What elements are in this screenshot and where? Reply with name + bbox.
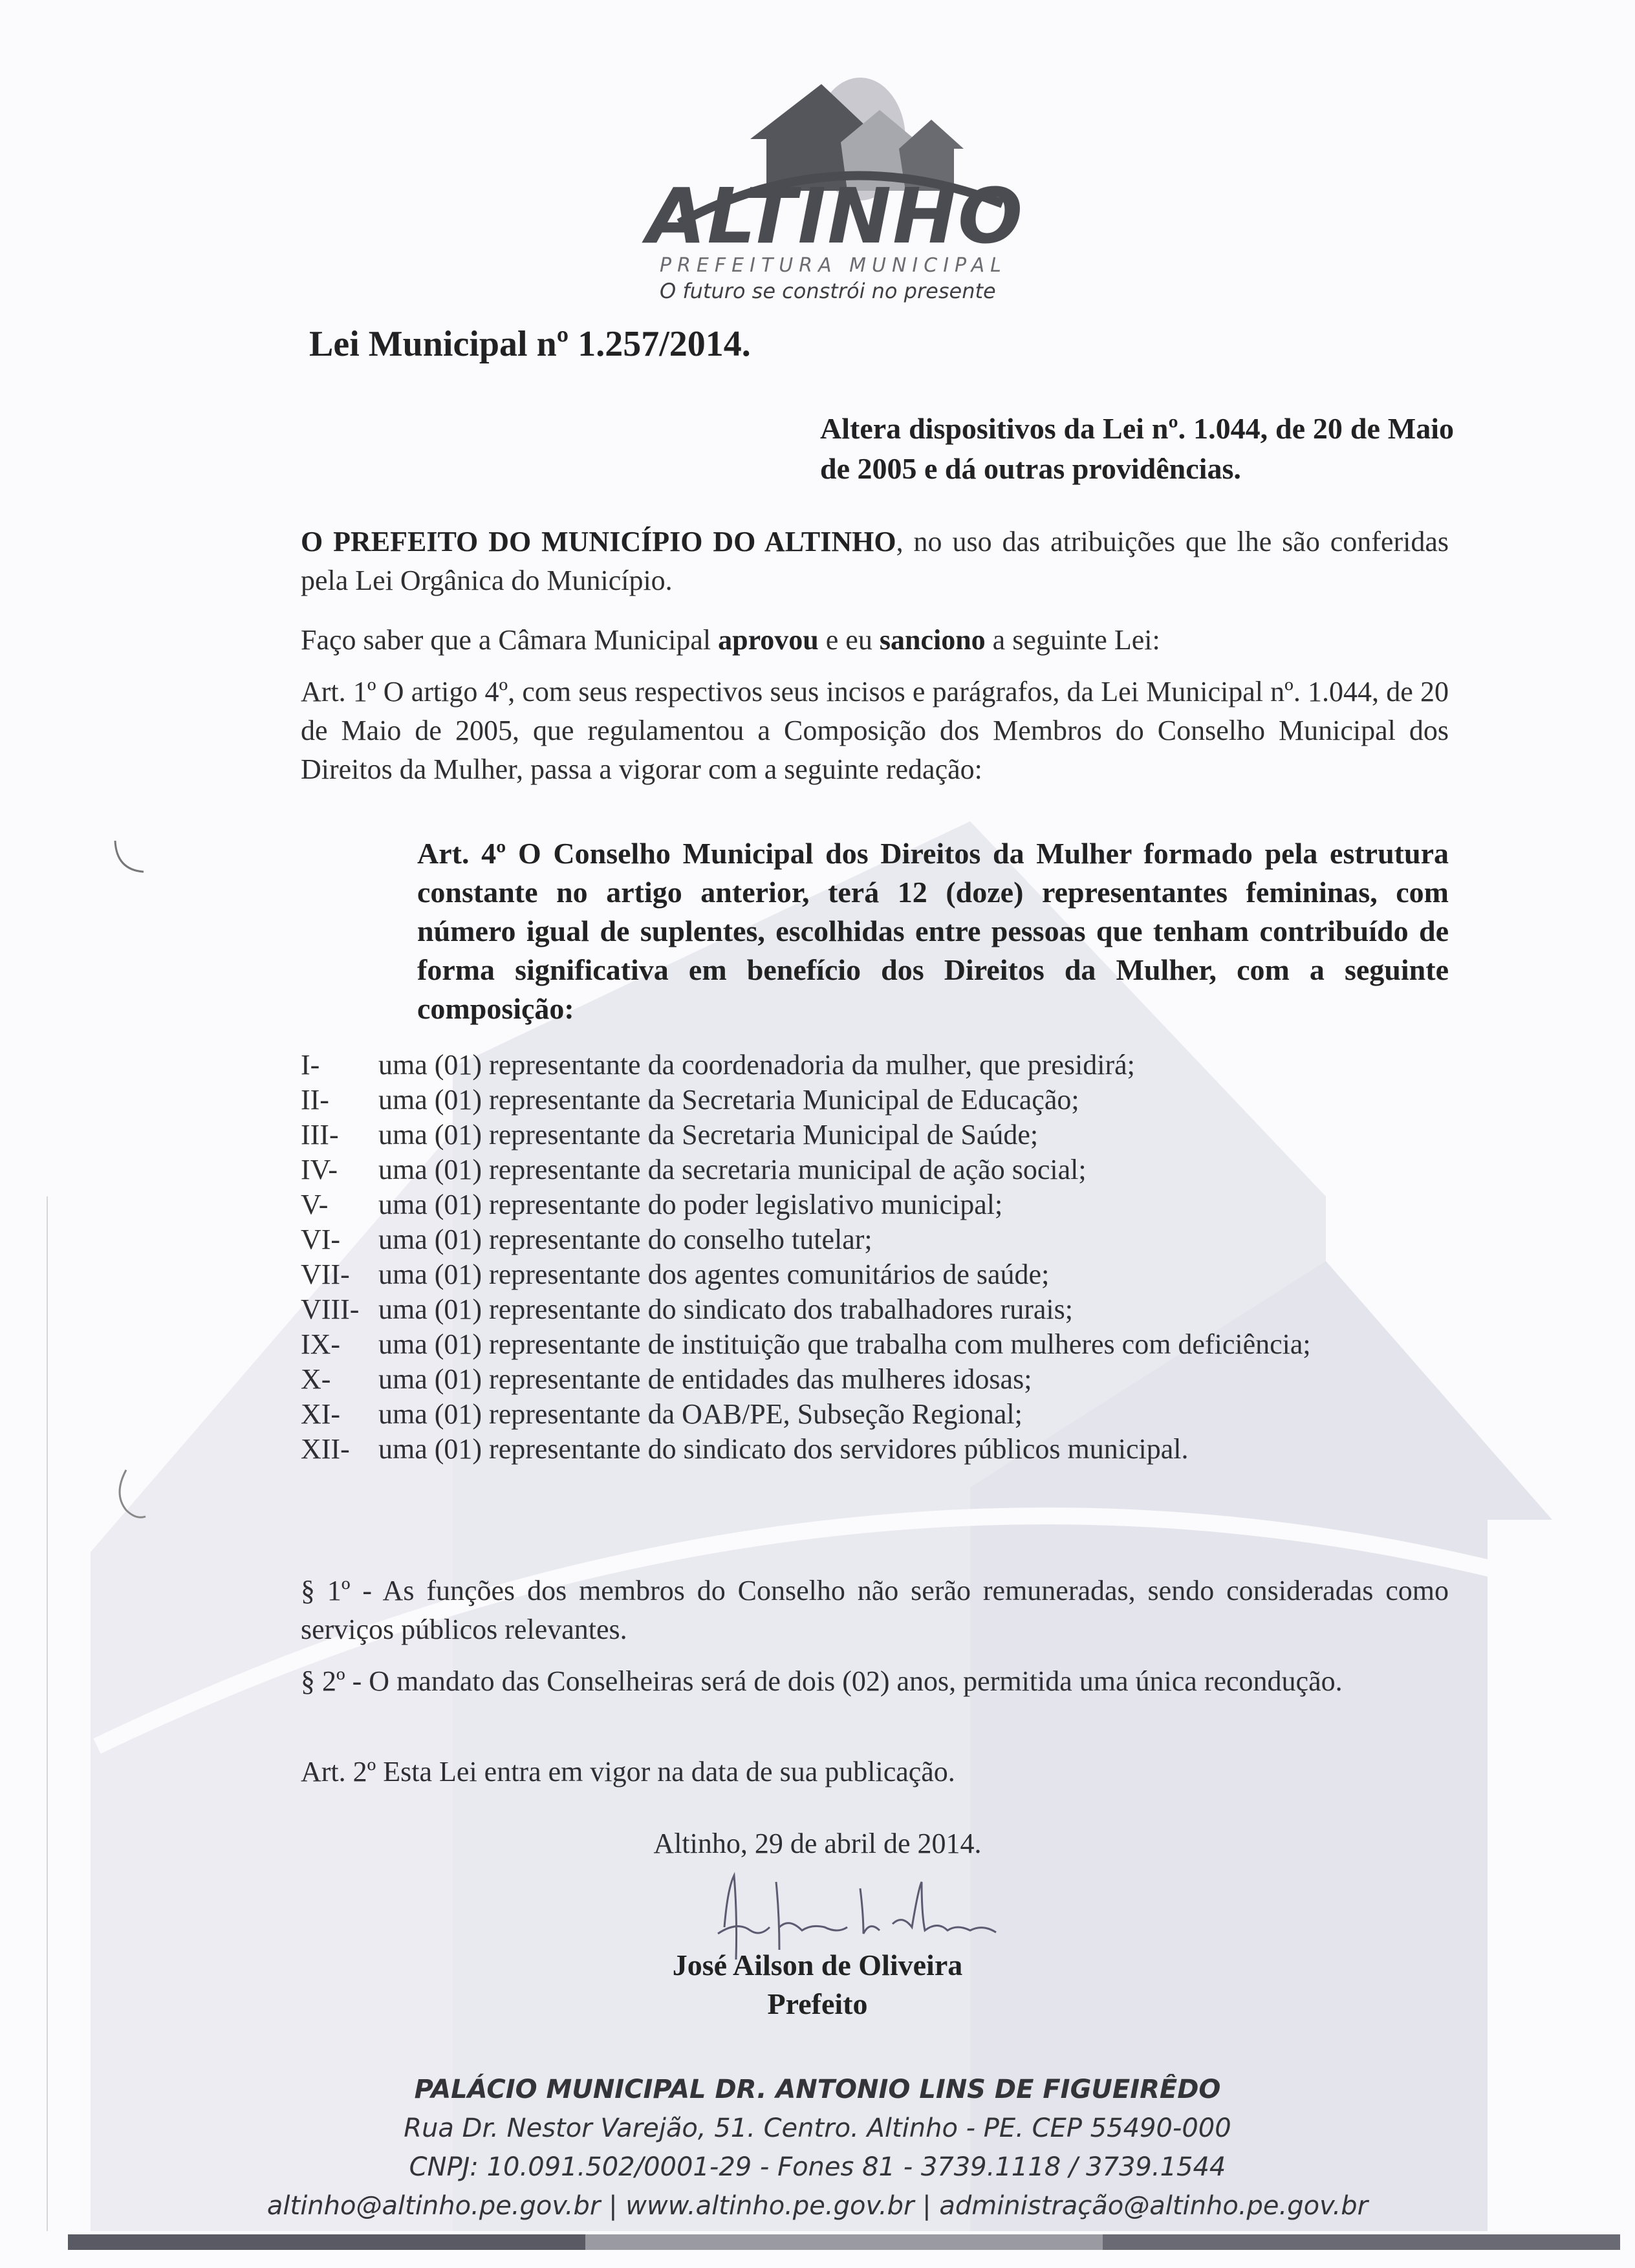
footer-palace-name: PALÁCIO MUNICIPAL DR. ANTONIO LINS DE FIGUEIRÊDO — [414, 2075, 1221, 2104]
logo-subtitle: PREFEITURA MUNICIPAL — [660, 254, 1007, 277]
law-summary: Altera dispositivos da Lei nº. 1.044, de 20 de Maio de 2005 e dá outras providências. — [820, 412, 1454, 485]
list-item — [301, 1257, 1449, 1292]
list-item — [301, 1187, 1449, 1222]
list-item — [301, 1397, 1449, 1432]
sanction-approved: aprovou — [718, 624, 819, 656]
sanction-text: a seguinte Lei: — [985, 624, 1160, 656]
logo-tagline: O futuro se constrói no presente — [660, 279, 996, 303]
article-4-quote: Art. 4º O Conselho Municipal dos Direitos da Mulher formado pela estrutura constante no artigo anterior, terá 12 (doze) representantes femininas, com número igual de suplentes, escolhidas entre pessoas que tenham contribuído de forma significativa em benefício dos Direitos da Mulher, com a seguinte composição: — [417, 837, 1449, 1025]
band-segment-mid — [585, 2234, 1103, 2250]
sanction-text: Faço saber que a Câmara Municipal — [301, 624, 719, 656]
list-item-numeral: XII- — [301, 1433, 350, 1465]
list-item — [301, 1048, 1449, 1083]
list-item-text: uma (01) representante do sindicato dos trabalhadores rurais; — [378, 1293, 1073, 1325]
paragraph-1: § 1º - As funções dos membros do Conselho não serão remuneradas, sendo consideradas como serviços públicos relevantes. — [301, 1575, 1449, 1645]
punch-hole-mark — [110, 834, 149, 880]
place-and-date: Altinho, 29 de abril de 2014. — [653, 1828, 982, 1859]
list-item-text: uma (01) representante da Secretaria Municipal de Saúde; — [378, 1119, 1039, 1150]
footer-contacts: altinho@altinho.pe.gov.br | www.altinho.pe.gov.br | administração@altinho.pe.gov.br — [266, 2191, 1369, 2221]
signer-name: José Ailson de Oliveira — [672, 1949, 963, 1982]
sanction-sanctioned: sanciono — [879, 624, 986, 656]
list-item-numeral: II- — [301, 1084, 329, 1116]
list-item-numeral: VIII- — [301, 1293, 360, 1325]
preamble-text: , no uso das atribuições que lhe são conferidas pela Lei Orgânica do Município. — [301, 526, 1449, 596]
list-item — [301, 1432, 1449, 1467]
article-1: Art. 1º O artigo 4º, com seus respectivos seus incisos e parágrafos, da Lei Municipal nº. 1.044, de 20 de Maio de 2005, que regulamentou a Composição dos Membros do Conselho Municipal dos Direitos da Mulher, passa a vigorar com a seguinte redação: — [301, 676, 1449, 785]
altinho-logo — [621, 61, 1035, 303]
sanction-text: e eu — [818, 624, 880, 656]
list-item-text: uma (01) representante dos agentes comunitários de saúde; — [378, 1258, 1050, 1290]
list-item — [301, 1083, 1449, 1118]
list-item-text: uma (01) representante do conselho tutelar; — [378, 1224, 872, 1255]
list-item-numeral: IV- — [301, 1154, 338, 1185]
preamble-paragraph — [301, 523, 1449, 600]
list-item-numeral: III- — [301, 1119, 339, 1150]
list-item-text: uma (01) representante de entidades das mulheres idosas; — [378, 1363, 1032, 1395]
punch-hole-mark — [113, 1465, 152, 1523]
list-item-text: uma (01) representante da coordenadoria da mulher, que presidirá; — [378, 1049, 1135, 1081]
list-item — [301, 1222, 1449, 1257]
paragraph-2: § 2º - O mandato das Conselheiras será de dois (02) anos, permitida uma única recondução. — [301, 1665, 1343, 1697]
list-item-numeral: IX- — [301, 1328, 341, 1360]
sanction-paragraph — [301, 621, 1449, 660]
list-item — [301, 1118, 1449, 1152]
list-item-numeral: V- — [301, 1189, 329, 1220]
list-item-numeral: X- — [301, 1363, 331, 1395]
list-item-numeral: VII- — [301, 1258, 350, 1290]
composition-list — [301, 1048, 1449, 1467]
list-item — [301, 1362, 1449, 1397]
list-item-text: uma (01) representante do poder legislativo municipal; — [378, 1189, 1003, 1220]
list-item-text: uma (01) representante da OAB/PE, Subseção Regional; — [378, 1398, 1023, 1430]
logo-wordmark: ALTINHO — [647, 171, 1024, 261]
signer-role: Prefeito — [767, 1987, 868, 2020]
article-2: Art. 2º Esta Lei entra em vigor na data de sua publicação. — [301, 1756, 955, 1787]
list-item — [301, 1327, 1449, 1362]
law-title: Lei Municipal nº 1.257/2014. — [309, 324, 751, 364]
band-segment-dark — [68, 2234, 585, 2250]
footer-color-band — [68, 2234, 1620, 2250]
list-item-text: uma (01) representante de instituição que trabalha com mulheres com deficiência; — [378, 1328, 1311, 1360]
footer-address: Rua Dr. Nestor Varejão, 51. Centro. Altinho - PE. CEP 55490-000 — [404, 2113, 1231, 2143]
list-item-numeral: I- — [301, 1049, 320, 1081]
list-item — [301, 1292, 1449, 1327]
band-segment-dark — [1103, 2234, 1620, 2250]
list-item-text: uma (01) representante da secretaria municipal de ação social; — [378, 1154, 1087, 1185]
footer-cnpj-phones: CNPJ: 10.091.502/0001-29 - Fones 81 - 3739.1118 / 3739.1544 — [409, 2152, 1226, 2182]
list-item-text: uma (01) representante do sindicato dos servidores públicos municipal. — [378, 1433, 1189, 1465]
list-item — [301, 1152, 1449, 1187]
list-item-numeral: XI- — [301, 1398, 341, 1430]
preamble-authority: O PREFEITO DO MUNICÍPIO DO ALTINHO — [301, 526, 896, 557]
list-item-numeral: VI- — [301, 1224, 341, 1255]
list-item-text: uma (01) representante da Secretaria Municipal de Educação; — [378, 1084, 1079, 1116]
